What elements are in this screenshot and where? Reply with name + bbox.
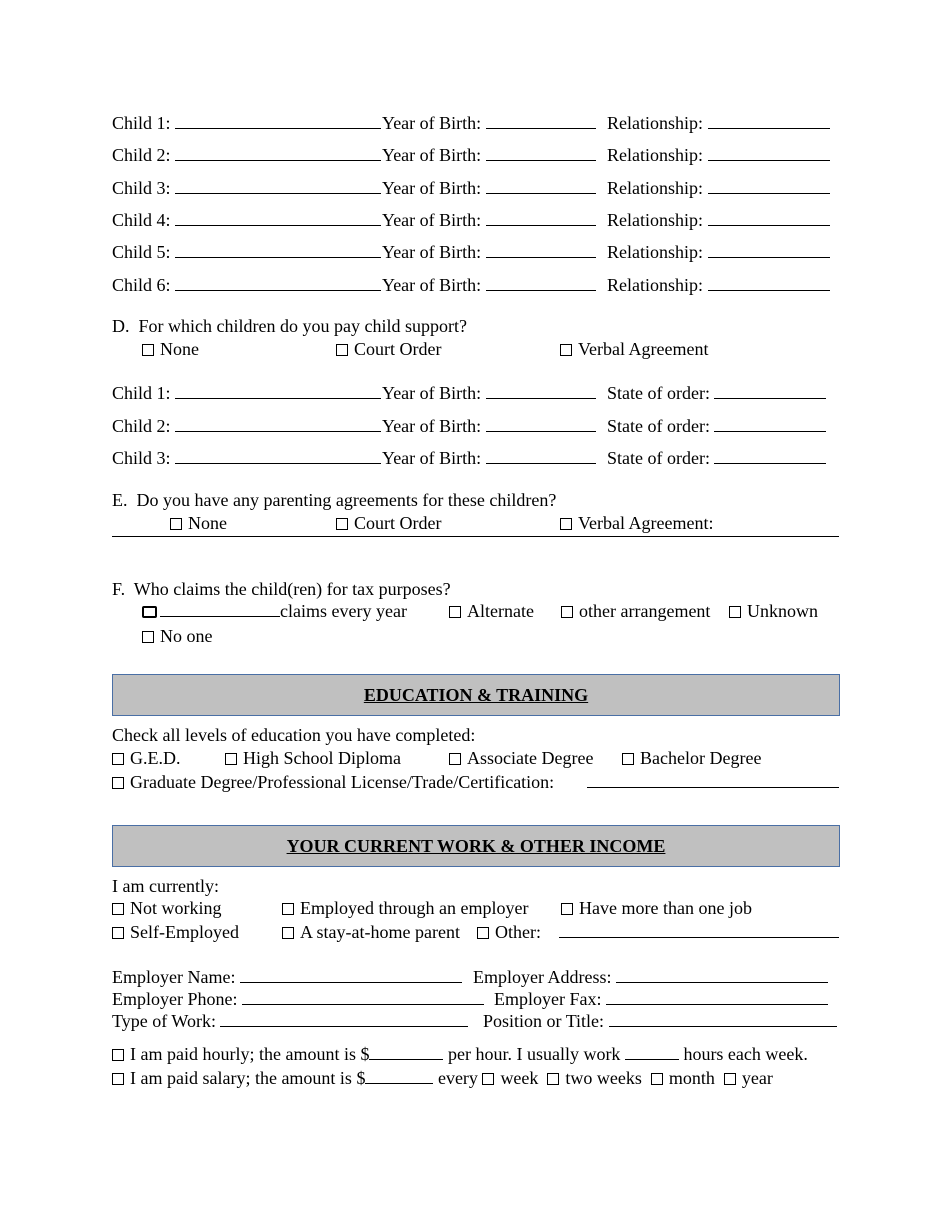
position-title-field[interactable]: Position or Title: [483, 1010, 837, 1032]
edu-grad-line[interactable] [587, 771, 839, 793]
checkbox-icon[interactable] [112, 1049, 124, 1061]
child-year-of-birth-field[interactable]: Year of Birth: [382, 112, 596, 134]
d-none-option[interactable]: None [142, 338, 199, 360]
child-year-of-birth-field[interactable]: Year of Birth: [382, 177, 596, 199]
support-state-of-order-field[interactable]: State of order: [607, 415, 826, 437]
e-verbal-option[interactable]: Verbal Agreement: [560, 512, 713, 534]
checkbox-icon[interactable] [142, 606, 157, 618]
checkbox-icon[interactable] [112, 1073, 124, 1085]
claimer-name-line[interactable] [160, 601, 280, 617]
checkbox-icon[interactable] [560, 344, 572, 356]
edu-grad-option[interactable]: Graduate Degree/Professional License/Trade/Certification: [112, 771, 554, 793]
checkbox-icon[interactable] [282, 903, 294, 915]
child-name-field[interactable]: Child 6: [112, 274, 381, 296]
checkbox-icon[interactable] [225, 753, 237, 765]
education-header-text: EDUCATION & TRAINING [363, 684, 589, 705]
edu-bach-option[interactable]: Bachelor Degree [622, 747, 761, 769]
section-e-question: E. Do you have any parenting agreements for these children? [112, 490, 557, 510]
education-prompt: Check all levels of education you have completed: [112, 725, 476, 745]
employer-fax-field[interactable]: Employer Fax: [494, 988, 828, 1010]
d-verbal-option[interactable]: Verbal Agreement [560, 338, 708, 360]
child-relationship-field[interactable]: Relationship: [607, 144, 830, 166]
edu-ged-option[interactable]: G.E.D. [112, 747, 181, 769]
work-more-jobs-option[interactable]: Have more than one job [561, 897, 752, 919]
checkbox-icon[interactable] [112, 753, 124, 765]
checkbox-icon[interactable] [724, 1073, 736, 1085]
child-relationship-field[interactable]: Relationship: [607, 274, 830, 296]
support-child-year-of-birth-field[interactable]: Year of Birth: [382, 447, 596, 469]
support-child-name-field[interactable]: Child 2: [112, 415, 381, 437]
child-name-field[interactable]: Child 3: [112, 177, 381, 199]
f-alternate-option[interactable]: Alternate [449, 600, 534, 622]
checkbox-icon[interactable] [282, 927, 294, 939]
checkbox-icon[interactable] [336, 344, 348, 356]
child-name-field[interactable]: Child 5: [112, 241, 381, 263]
checkbox-icon[interactable] [449, 606, 461, 618]
child-relationship-field[interactable]: Relationship: [607, 241, 830, 263]
support-child-year-of-birth-field[interactable]: Year of Birth: [382, 415, 596, 437]
f-other-option[interactable]: other arrangement [561, 600, 710, 622]
work-prompt: I am currently: [112, 876, 219, 896]
child-relationship-field[interactable]: Relationship: [607, 177, 830, 199]
work-other-option[interactable]: Other: [477, 921, 541, 943]
checkbox-icon[interactable] [112, 927, 124, 939]
checkbox-icon[interactable] [651, 1073, 663, 1085]
f-unknown-option[interactable]: Unknown [729, 600, 818, 622]
type-of-work-field[interactable]: Type of Work: [112, 1010, 468, 1032]
child-name-field[interactable]: Child 4: [112, 209, 381, 231]
checkbox-icon[interactable] [336, 518, 348, 530]
checkbox-icon[interactable] [112, 777, 124, 789]
work-stay-home-option[interactable]: A stay-at-home parent [282, 921, 460, 943]
f-no-one-option[interactable]: No one [142, 625, 213, 647]
section-d-question: D. For which children do you pay child support? [112, 316, 467, 336]
checkbox-icon[interactable] [142, 344, 154, 356]
e-court-option[interactable]: Court Order [336, 512, 441, 534]
child-year-of-birth-field[interactable]: Year of Birth: [382, 241, 596, 263]
work-employed-option[interactable]: Employed through an employer [282, 897, 528, 919]
child-relationship-field[interactable]: Relationship: [607, 112, 830, 134]
employer-phone-field[interactable]: Employer Phone: [112, 988, 484, 1010]
checkbox-icon[interactable] [729, 606, 741, 618]
checkbox-icon[interactable] [561, 606, 573, 618]
work-self-employed-option[interactable]: Self-Employed [112, 921, 239, 943]
employer-name-field[interactable]: Employer Name: [112, 966, 462, 988]
edu-hs-option[interactable]: High School Diploma [225, 747, 401, 769]
child-year-of-birth-field[interactable]: Year of Birth: [382, 144, 596, 166]
checkbox-icon[interactable] [482, 1073, 494, 1085]
education-header [112, 674, 840, 716]
paid-hourly-row[interactable]: I am paid hourly; the amount is $ per hour. I usually work hours each week. [112, 1043, 808, 1065]
employer-address-field[interactable]: Employer Address: [473, 966, 828, 988]
checkbox-icon[interactable] [622, 753, 634, 765]
work-header [112, 825, 840, 867]
support-child-year-of-birth-field[interactable]: Year of Birth: [382, 382, 596, 404]
child-year-of-birth-field[interactable]: Year of Birth: [382, 274, 596, 296]
support-state-of-order-field[interactable]: State of order: [607, 382, 826, 404]
checkbox-icon[interactable] [112, 903, 124, 915]
checkbox-icon[interactable] [547, 1073, 559, 1085]
child-name-field[interactable]: Child 2: [112, 144, 381, 166]
e-none-option[interactable]: None [170, 512, 227, 534]
child-relationship-field[interactable]: Relationship: [607, 209, 830, 231]
f-claims-option[interactable]: claims every year [142, 600, 407, 622]
section-f-question: F. Who claims the child(ren) for tax purposes? [112, 579, 451, 599]
checkbox-icon[interactable] [170, 518, 182, 530]
work-other-line[interactable] [559, 921, 839, 943]
work-not-working-option[interactable]: Not working [112, 897, 222, 919]
edu-assoc-option[interactable]: Associate Degree [449, 747, 593, 769]
child-name-field[interactable]: Child 1: [112, 112, 381, 134]
checkbox-icon[interactable] [142, 631, 154, 643]
support-state-of-order-field[interactable]: State of order: [607, 447, 826, 469]
e-verbal-agreement-line[interactable] [112, 536, 839, 537]
checkbox-icon[interactable] [560, 518, 572, 530]
checkbox-icon[interactable] [477, 927, 489, 939]
paid-salary-row[interactable]: I am paid salary; the amount is $ every week two weeks month year [112, 1067, 773, 1089]
d-court-option[interactable]: Court Order [336, 338, 441, 360]
support-child-name-field[interactable]: Child 3: [112, 447, 381, 469]
checkbox-icon[interactable] [561, 903, 573, 915]
support-child-name-field[interactable]: Child 1: [112, 382, 381, 404]
checkbox-icon[interactable] [449, 753, 461, 765]
work-header-text: YOUR CURRENT WORK & OTHER INCOME [286, 835, 666, 856]
child-year-of-birth-field[interactable]: Year of Birth: [382, 209, 596, 231]
